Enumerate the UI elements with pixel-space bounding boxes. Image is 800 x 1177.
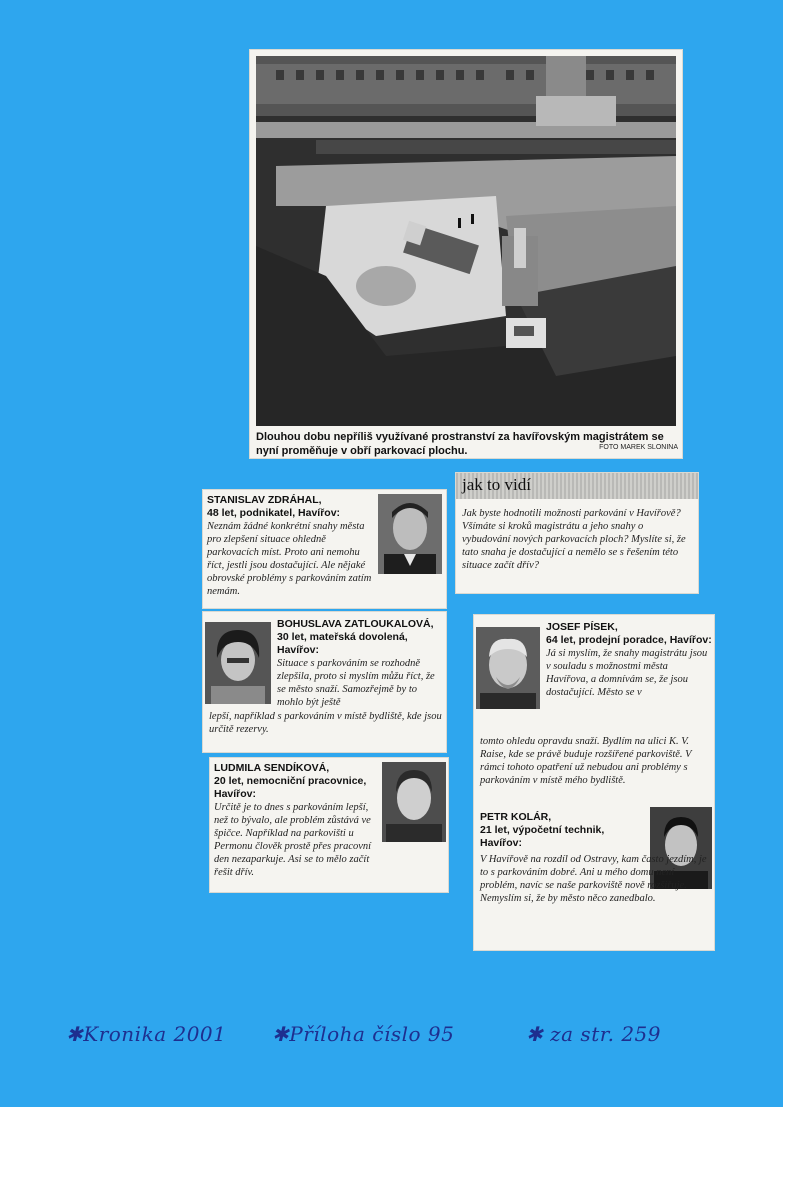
respondent-meta: 48 let, podnikatel, Havířov: bbox=[207, 507, 341, 519]
respondent-quote: Já si myslím, že snahy magistrátu jsou v souladu s možnostmi města Havířova, a domnívám se, že jsou dostačující. Město se v bbox=[546, 648, 708, 698]
respondent-clipping-sendikova bbox=[210, 758, 448, 892]
respondent-clipping-zdrahal bbox=[203, 490, 446, 608]
portrait-photo bbox=[205, 622, 271, 704]
poll-question-clipping bbox=[456, 473, 698, 593]
respondent-quote: Neznám žádné konkrétní snahy města pro zlepšení situace ohledně parkovacích míst. Proto ani nemohu říct, jestli jsou dostačující. Ale nějaké obrovské problémy s parkováním zatím nemám. bbox=[207, 521, 372, 597]
respondent-name: PETR KOLÁR, bbox=[480, 811, 552, 823]
respondent-quote-continued: lepší, například s parkováním v místě bydliště, kde jsou určitě rezervy. bbox=[209, 711, 442, 735]
portrait-photo bbox=[382, 762, 446, 842]
respondent-quote: V Havířově na rozdíl od Ostravy, kam často jezdím, je to s parkováním dobré. Ani u mého domu není problém, navíc se naše parkoviště nově rozšiřuje. Nemyslím si, že by město něco zanedbalo. bbox=[480, 854, 707, 904]
respondent-name: BOHUSLAVA ZATLOUKALOVÁ, bbox=[277, 618, 434, 630]
poll-heading: jak to vidí bbox=[462, 475, 531, 494]
respondent-name: STANISLAV ZDRÁHAL, bbox=[207, 494, 322, 506]
poll-question: Jak byste hodnotili možnosti parkování v Havířově? Všímáte si kroků magistrátu a jeho snahy o vybudování nových parkovacích ploch? Myslíte si, že tato snaha je dostačující a nemělo se s řešením této situace začít dřív? bbox=[462, 508, 686, 571]
handwritten-note-page: ✱ za str. 259 bbox=[526, 1022, 661, 1046]
construction-photo bbox=[256, 56, 676, 426]
respondent-name: LUDMILA SENDÍKOVÁ, bbox=[214, 762, 330, 774]
handwritten-note-attachment: ✱Příloha číslo 95 bbox=[272, 1022, 455, 1046]
respondent-meta: 21 let, výpočetní technik, Havířov: bbox=[480, 824, 605, 849]
respondent-meta: 20 let, nemocniční pracovnice, Havířov: bbox=[214, 775, 367, 800]
respondent-quote: Určitě je to dnes s parkováním lepší, než to bývalo, ale problém zůstává ve špičce. Například na parkovišti u Permonu člověk prostě přes pracovní den nezaparkuje. Asi se to mělo začít řešit dřív. bbox=[214, 802, 372, 878]
photo-clipping bbox=[250, 50, 682, 458]
handwritten-note-chronicle: ✱Kronika 2001 bbox=[66, 1022, 227, 1046]
portrait-photo bbox=[476, 627, 540, 709]
respondent-clipping-pisek-kolar bbox=[474, 615, 714, 950]
respondent-name: JOSEF PÍSEK, bbox=[546, 621, 618, 633]
photo-caption: Dlouhou dobu nepříliš využívané prostranství za havířovským magistrátem se nyní proměňuje v obří parkovací plochu. bbox=[256, 431, 664, 457]
respondent-meta: 30 let, mateřská dovolená, Havířov: bbox=[277, 631, 408, 656]
respondent-quote-continued: tomto ohledu opravdu snaží. Bydlím na ulici K. V. Raise, kde se právě buduje rozšířené parkoviště. V rámci tohoto opatření už nebudou ani problémy s parkováním v místě mého bydliště. bbox=[480, 736, 692, 786]
respondent-quote: Situace s parkováním se rozhodně zlepšila, proto si myslím můžu říct, že se město snaží. Samozřejmě by to mohlo být ještě bbox=[277, 658, 435, 708]
respondent-meta: 64 let, prodejní poradce, Havířov: bbox=[546, 634, 712, 646]
portrait-photo bbox=[378, 494, 442, 574]
respondent-clipping-zatloukalova bbox=[203, 612, 446, 752]
photo-credit: FOTO MAREK SLONINA bbox=[599, 444, 678, 451]
